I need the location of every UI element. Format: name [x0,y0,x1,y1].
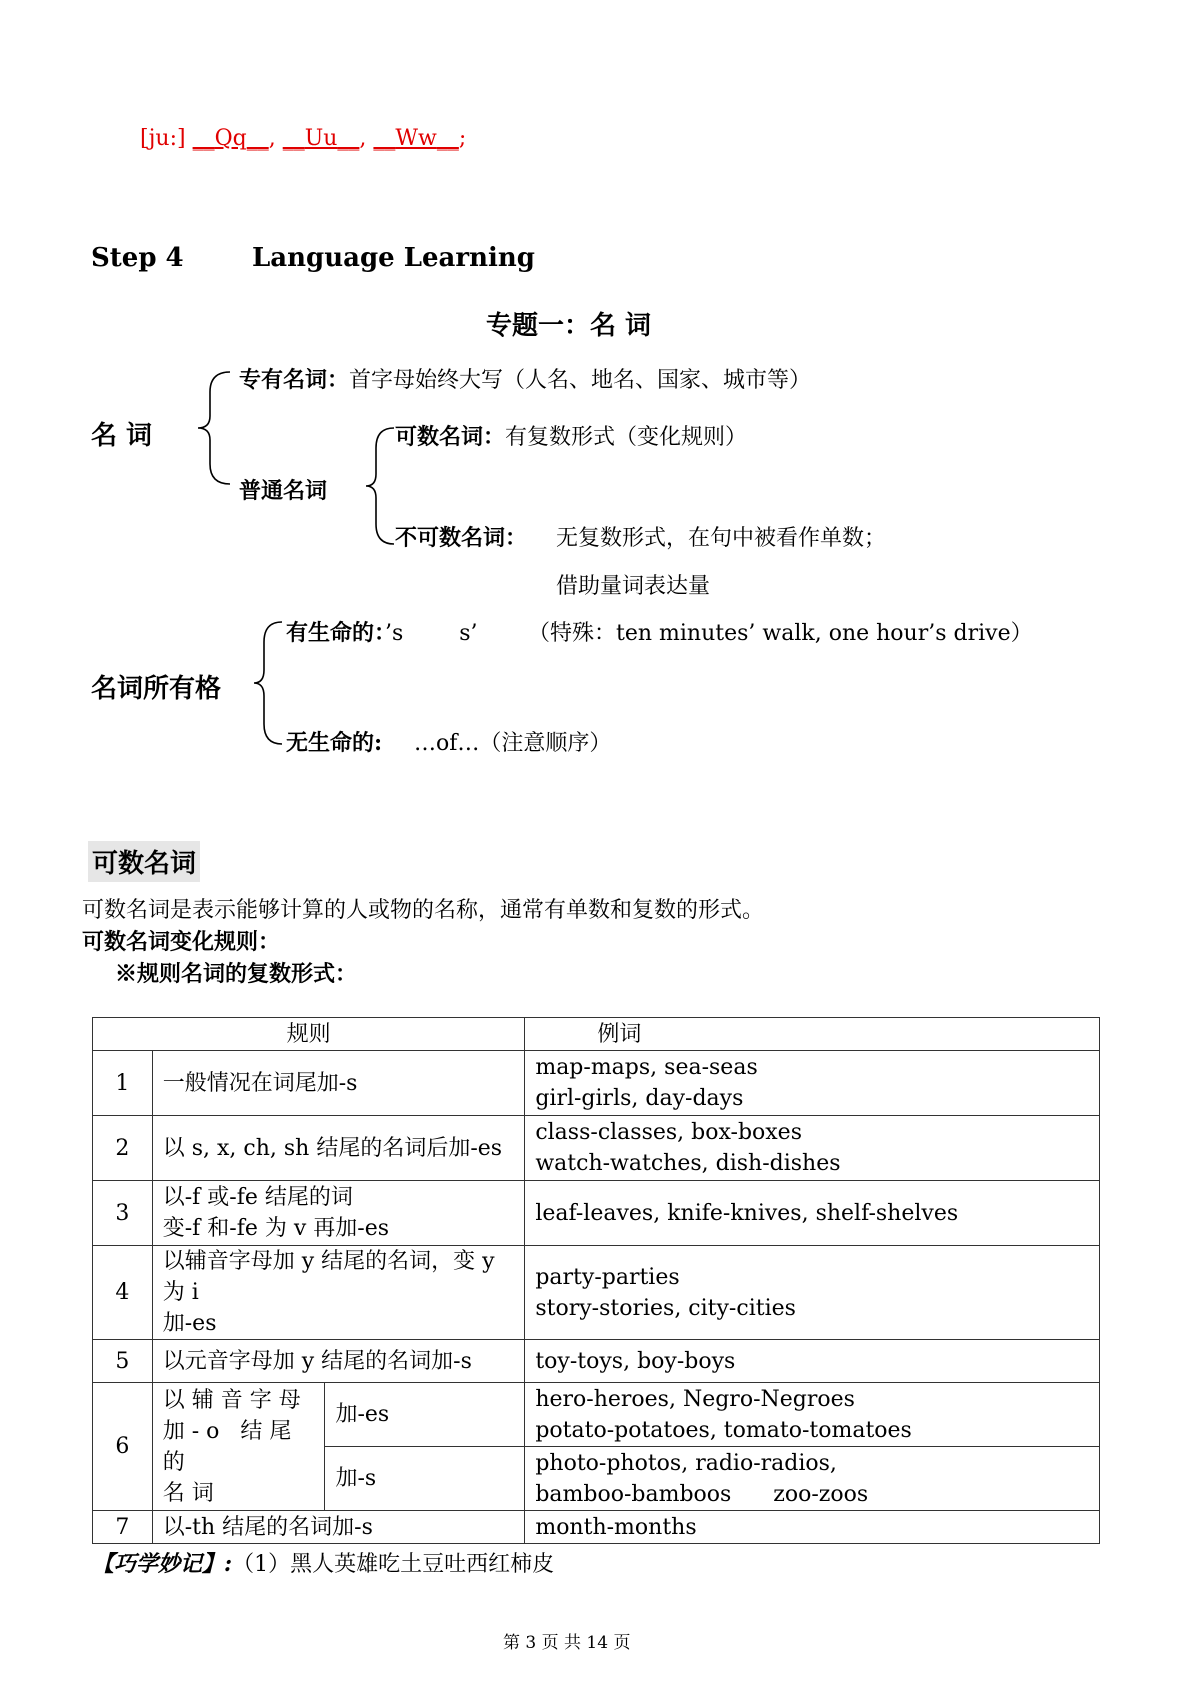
possessive-root: 名词所有格 [91,674,222,704]
uncountable-desc2: 借助量词表达量 [556,574,711,599]
row-rule: 一般情况在词尾加-s [152,1051,525,1116]
table-header-row [93,1018,1100,1051]
row-rule [152,1246,525,1340]
row-rule: 以-th 结尾的名词加-s [152,1511,525,1544]
row-num: 5 [93,1340,153,1383]
example-line: potato-potatoes, tomato-tomatoes [535,1417,912,1443]
animate-note: （特殊：ten minutes’ walk, one hour’s drive） [528,621,1033,646]
countable-desc: 有复数形式（变化规则） [505,425,748,450]
common-noun-label: 普通名词 [239,478,328,504]
table-row [93,1116,1100,1181]
row-examples [525,1383,1100,1447]
countable-rules-label: 可数名词变化规则： [82,929,281,955]
row-examples [525,1447,1100,1511]
example-line: class-classes, box-boxes [535,1120,802,1145]
example-line: watch-watches, dish-dishes [535,1151,841,1176]
uncountable-label: 不可数名词： [395,525,528,551]
countable-heading: 可数名词 [88,841,200,882]
countable-row [395,420,747,451]
row-examples [525,1116,1100,1181]
row-examples [525,1051,1100,1116]
mnemonic-text: （1）黑人英雄吃土豆吐西红柿皮 [232,1552,555,1577]
proper-noun-desc: 首字母始终大写（人名、地名、国家、城市等） [349,368,812,393]
possessive-brace [252,620,288,746]
sub-rule: 加-s [325,1447,525,1511]
inanimate-desc: …of…（注意顺序） [414,731,612,756]
phonetic-line: [ju:] __Qq__, __Uu__, __Ww__; [140,126,467,151]
page-footer: 第 3 页 共 14 页 [503,1633,631,1653]
uncountable-desc1: 无复数形式，在句中被看作单数； [556,526,887,551]
row-num: 2 [93,1116,153,1181]
rule-line: 变-f 和-fe 为 v 再加-es [162,1216,390,1241]
animate-row [286,616,478,647]
header-rule: 规则 [93,1018,525,1051]
row-examples [525,1246,1100,1340]
row-rule [152,1181,525,1246]
sub-rule: 加-es [325,1383,525,1447]
animate-label: 有生命的： [286,620,386,646]
row-rule: 以元音字母加 y 结尾的名词加-s [152,1340,525,1383]
countable-intro: 可数名词是表示能够计算的人或物的名称，通常有单数和复数的形式。 [82,898,765,923]
example-line: map-maps, sea-seas [535,1055,758,1080]
row-examples: month-months [525,1511,1100,1544]
animate-forms: ’s s’ [385,621,478,646]
table-row [93,1511,1100,1544]
example-line: party-parties [535,1264,680,1290]
row-num: 4 [93,1246,153,1340]
rule-line: 加-es [162,1311,217,1336]
topic-title: 专题一：名 词 [486,311,652,341]
rule-line: 以辅音字母加 y 结尾的名词，变 y 为 i [162,1249,495,1305]
row-examples: toy-toys, boy-boys [525,1340,1100,1383]
noun-tree-brace [196,370,236,486]
proper-noun-label: 专有名词： [239,367,350,393]
table-row [93,1246,1100,1340]
phonetic-item-ww: Ww [395,126,437,151]
row-rule [152,1383,325,1511]
phonetic-symbol: [ju:] [140,126,186,151]
inanimate-row [286,726,382,757]
example-line: hero-heroes, Negro-Negroes [535,1386,855,1412]
rule-line: 以辅音字母 [162,1387,308,1413]
step-label: Step 4 [91,243,184,273]
header-examples: 例词 [525,1018,1100,1051]
phonetic-item-qq: Qq [214,126,247,151]
row-rule: 以 s, x, ch, sh 结尾的名词后加-es [152,1116,525,1181]
step-title: Language Learning [252,243,535,273]
example-line: story-stories, city-cities [535,1295,796,1321]
row-num: 6 [93,1383,153,1511]
row-num: 1 [93,1051,153,1116]
example-line: photo-photos, radio-radios, [535,1450,837,1476]
row-examples: leaf-leaves, knife-knives, shelf-shelves [525,1181,1100,1246]
rule-line: 以-f 或-fe 结尾的词 [162,1185,353,1210]
example-line: girl-girls, day-days [535,1086,744,1111]
noun-tree-root: 名 词 [91,421,153,451]
row-num: 3 [93,1181,153,1246]
table-row [93,1383,1100,1447]
table-row [93,1340,1100,1383]
rule-line: 名词 [162,1480,221,1506]
rule-line: 加-o 结尾的 [162,1418,299,1475]
regular-plural-label: ※规则名词的复数形式： [115,961,358,987]
mnemonic-row [92,1547,554,1578]
plural-rules-table [92,1017,1100,1544]
mnemonic-label: 【巧学妙记】: [92,1551,233,1577]
example-line: bamboo-bamboos zoo-zoos [535,1481,869,1507]
phonetic-item-uu: Uu [304,126,338,151]
table-row [93,1181,1100,1246]
proper-noun-row [239,363,811,394]
countable-label: 可数名词： [395,424,506,450]
uncountable-row [395,521,527,552]
inanimate-label: 无生命的: [286,730,383,756]
table-row [93,1051,1100,1116]
row-num: 7 [93,1511,153,1544]
